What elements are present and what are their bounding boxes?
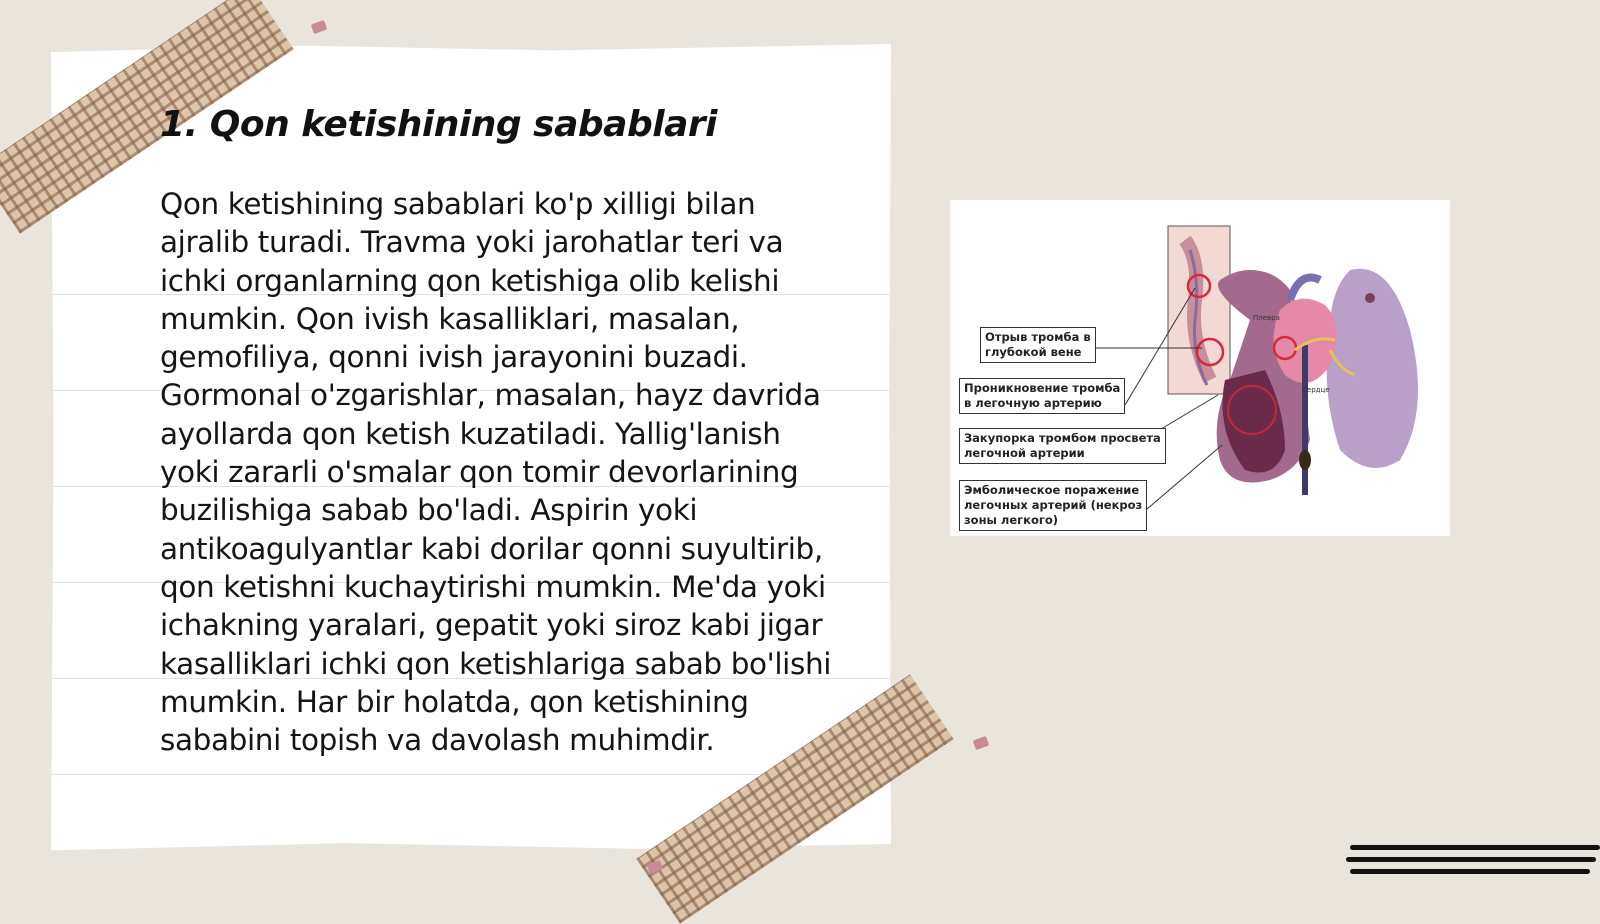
brush-lines-decor xyxy=(1350,845,1600,881)
pleura-label: Плевра xyxy=(1253,314,1280,322)
figure-label-thrombus-detachment: Отрыв тромба в глубокой вене xyxy=(980,327,1096,363)
figure-label-embolic-lesion: Эмболическое поражение легочных артерий (некроз зоны легкого) xyxy=(959,480,1147,531)
tape-tip-decor xyxy=(973,736,990,750)
heart-label: Сердце xyxy=(1302,386,1330,394)
anatomy-figure xyxy=(950,200,1450,536)
slide-paragraph: Qon ketishining sabablari ko'p xilligi bilan ajralib turadi. Travma yoki jarohatlar teri va ichki organlarning qon ketishiga olib kelishi mumkin. Qon ivish kasalliklari, masalan, gemofiliya, qonni ivish jarayonini buzadi. Gormonal o'zgarishlar, masalan, hayz davrida ayollarda qon ketish kuzatiladi. Yallig'lanish yoki zararli o'smalar qon tomir devorlarining buzilishiga sabab bo'ladi. Aspirin yoki antikoagulyantlar kabi dorilar qonni suyultirib, qon ketishni kuchaytirishi mumkin. Me'da yoki ichakning yaralari, gepatit yoki siroz kabi jigar kasalliklari ichki qon ketishlariga sabab bo'lishi mumkin. Har bir holatda, qon ketishining sababini topish va davolash muhimdir. xyxy=(160,187,832,758)
figure-label-artery-occlusion: Закупорка тромбом просвета легочной артерии xyxy=(959,428,1166,464)
tape-tip-decor xyxy=(311,20,328,34)
figure-label-thrombus-entry: Проникновение тромба в легочную артерию xyxy=(959,378,1125,414)
slide-heading: 1. Qon ketishining sabablari xyxy=(160,104,717,145)
